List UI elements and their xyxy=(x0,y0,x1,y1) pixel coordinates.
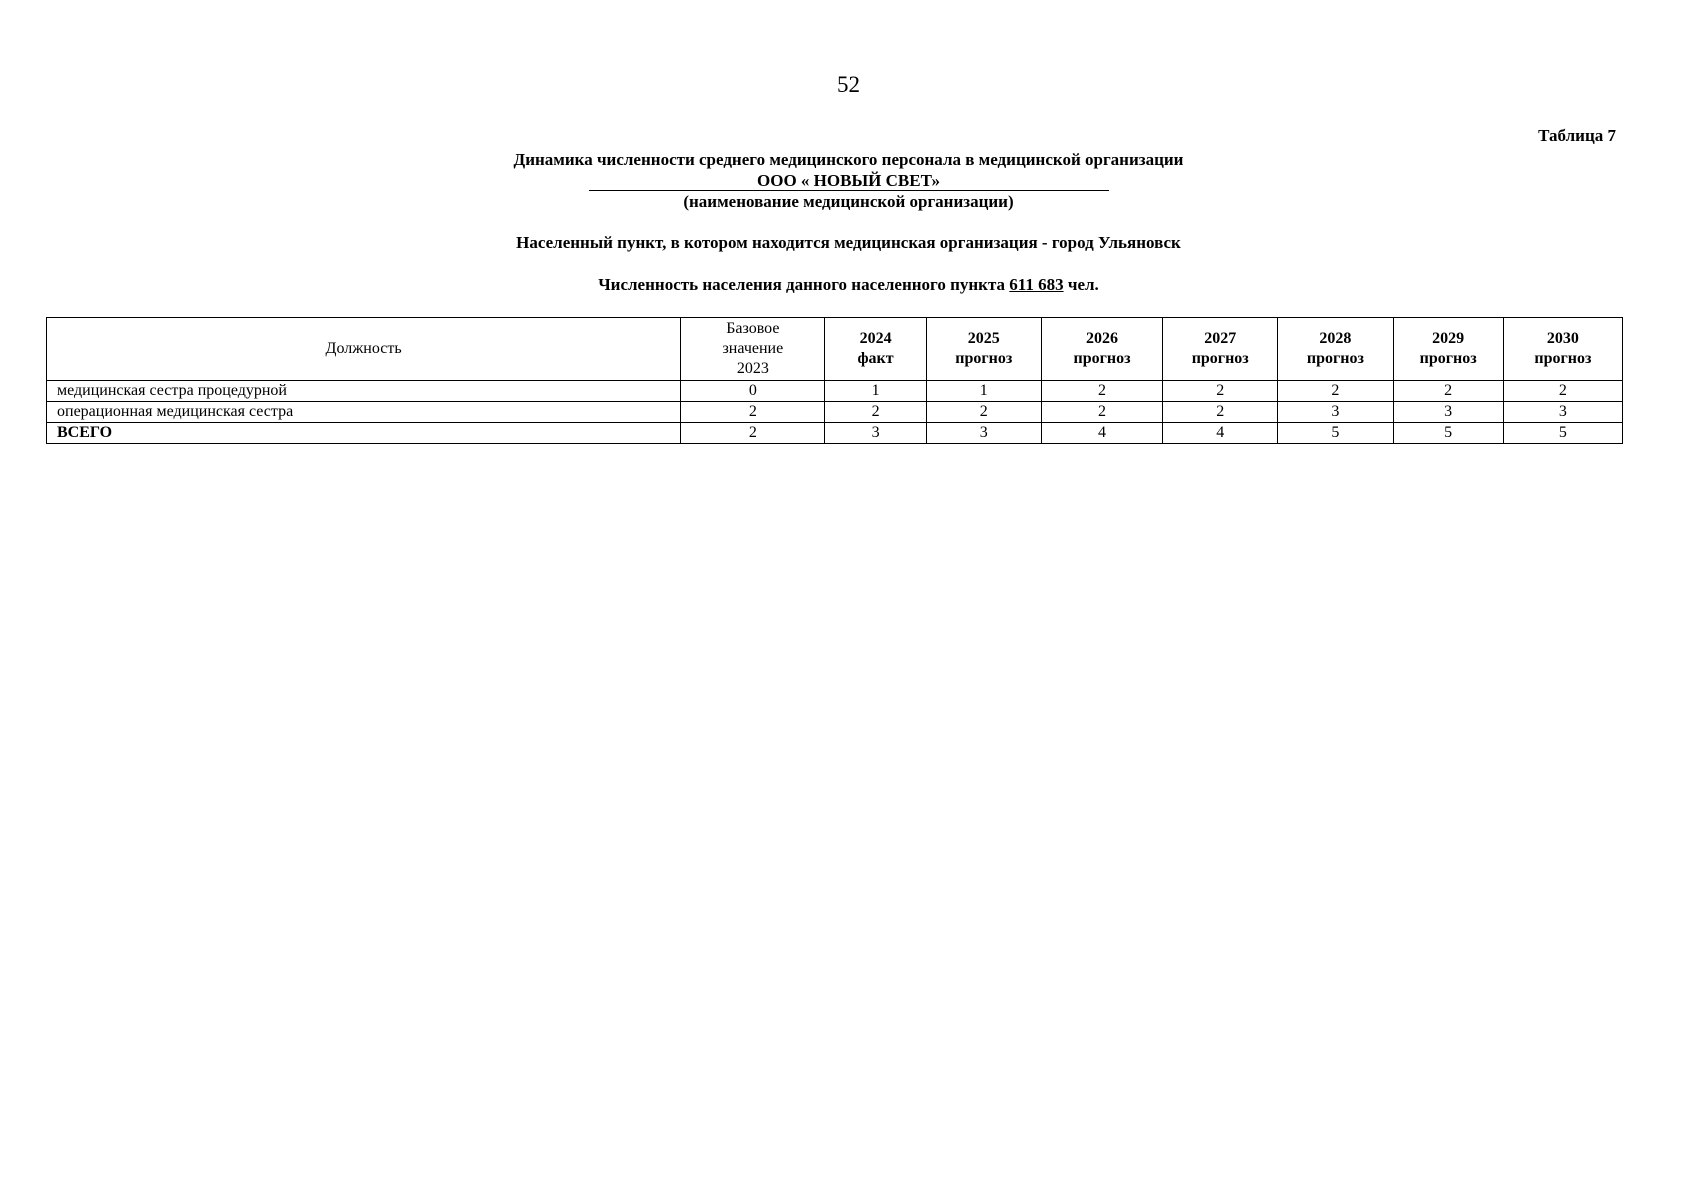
header-kind: факт xyxy=(857,350,894,367)
row-value: 2 xyxy=(1503,381,1622,402)
row-value: 0 xyxy=(681,381,825,402)
row-value: 2 xyxy=(1163,402,1278,423)
header-kind: прогноз xyxy=(1073,350,1131,367)
row-value: 2 xyxy=(926,402,1041,423)
organization-name: ООО « НОВЫЙ СВЕТ» xyxy=(589,171,1109,191)
row-value: 1 xyxy=(825,381,926,402)
total-value: 5 xyxy=(1393,423,1503,444)
header-year-2028 xyxy=(1278,318,1393,381)
total-value: 5 xyxy=(1503,423,1622,444)
header-kind: прогноз xyxy=(955,350,1013,367)
header-year: 2025 xyxy=(967,330,1000,347)
row-position: медицинская сестра процедурной xyxy=(47,381,681,402)
header-year-2026 xyxy=(1041,318,1162,381)
header-kind: прогноз xyxy=(1191,350,1249,367)
total-value: 3 xyxy=(926,423,1041,444)
staff-table xyxy=(46,317,1623,444)
header-year: 2028 xyxy=(1319,330,1352,347)
row-value: 3 xyxy=(1278,402,1393,423)
settlement-line: Населенный пункт, в котором находится медицинская организация - город Ульяновск xyxy=(516,233,1181,252)
organization-caption: (наименование медицинской организации) xyxy=(683,192,1014,211)
header-base-line-3: 2023 xyxy=(736,360,769,377)
header-year: 2024 xyxy=(859,330,892,347)
row-value: 2 xyxy=(825,402,926,423)
table-total-row xyxy=(47,423,1623,444)
row-value: 3 xyxy=(1503,402,1622,423)
header-kind: прогноз xyxy=(1419,350,1477,367)
total-label: ВСЕГО xyxy=(47,423,681,444)
header-year-2027 xyxy=(1163,318,1278,381)
table-label: Таблица 7 xyxy=(1538,126,1616,145)
header-year-2024 xyxy=(825,318,926,381)
header-kind: прогноз xyxy=(1534,350,1592,367)
table-header-row xyxy=(47,318,1623,381)
population-prefix: Численность населения данного населенного пункта xyxy=(598,275,1006,294)
total-value: 2 xyxy=(681,423,825,444)
population-suffix: чел. xyxy=(1067,275,1099,294)
total-value: 3 xyxy=(825,423,926,444)
header-base-line-2: значение xyxy=(722,340,784,357)
table-row xyxy=(47,381,1623,402)
row-value: 2 xyxy=(1393,381,1503,402)
row-position: операционная медицинская сестра xyxy=(47,402,681,423)
header-year-2025 xyxy=(926,318,1041,381)
population-value: 611 683 xyxy=(1009,275,1064,294)
row-value: 2 xyxy=(1278,381,1393,402)
row-value: 2 xyxy=(1041,402,1162,423)
total-value: 5 xyxy=(1278,423,1393,444)
document-title: Динамика численности среднего медицинского персонала в медицинской организации xyxy=(513,150,1184,169)
row-value: 2 xyxy=(1163,381,1278,402)
header-base-line-1: Базовое xyxy=(726,320,780,337)
header-year: 2030 xyxy=(1546,330,1579,347)
header-year-2030 xyxy=(1503,318,1622,381)
row-value: 3 xyxy=(1393,402,1503,423)
header-year: 2026 xyxy=(1085,330,1118,347)
title-block xyxy=(0,149,1697,212)
population-line xyxy=(0,275,1697,295)
header-year: 2027 xyxy=(1204,330,1237,347)
header-year: 2029 xyxy=(1432,330,1465,347)
total-value: 4 xyxy=(1163,423,1278,444)
total-value: 4 xyxy=(1041,423,1162,444)
header-year-2029 xyxy=(1393,318,1503,381)
row-value: 1 xyxy=(926,381,1041,402)
header-kind: прогноз xyxy=(1306,350,1364,367)
header-base-value xyxy=(681,318,825,381)
table-row xyxy=(47,402,1623,423)
row-value: 2 xyxy=(1041,381,1162,402)
row-value: 2 xyxy=(681,402,825,423)
page-number: 52 xyxy=(837,72,860,97)
header-position: Должность xyxy=(47,318,681,381)
